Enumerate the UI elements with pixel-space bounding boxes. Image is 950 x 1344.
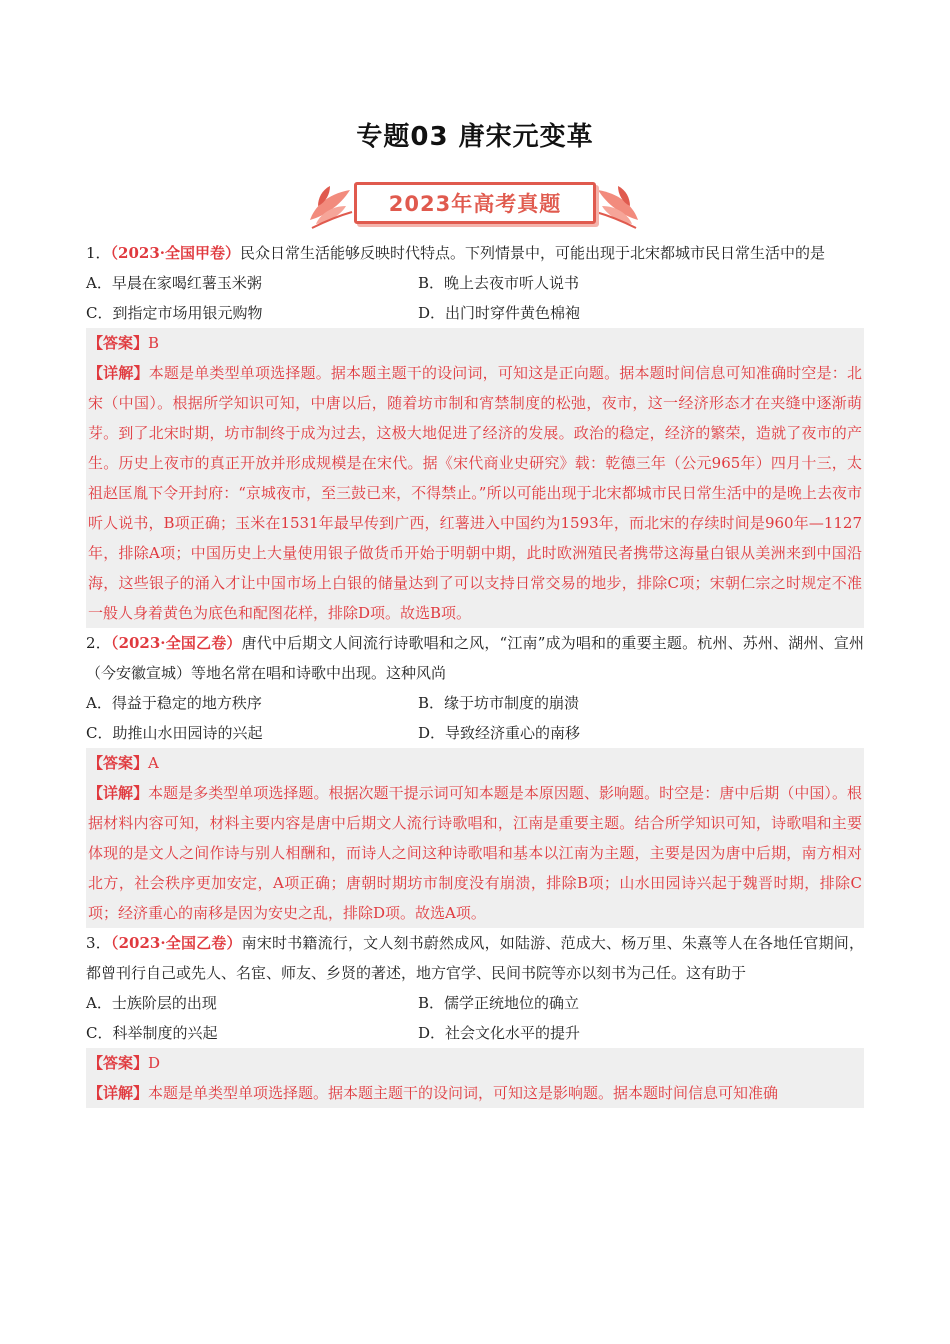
- question-stem: [86, 238, 864, 268]
- answer-block: [86, 1048, 864, 1108]
- banner-label: 2023年高考真题: [354, 182, 596, 224]
- option-d: D．出门时穿件黄色棉袍: [418, 304, 581, 322]
- question-source: （2023·全国乙卷）: [110, 934, 242, 952]
- section-banner: [306, 176, 642, 232]
- option-a: A．士族阶层的出现: [86, 994, 217, 1012]
- option-c: C．科举制度的兴起: [86, 1024, 218, 1042]
- option-b: B．晚上去夜市听人说书: [418, 274, 580, 292]
- option-grid: [86, 268, 864, 328]
- option-grid: [86, 688, 864, 748]
- question-stem: [86, 928, 864, 988]
- question-item: [86, 238, 864, 628]
- detail-text: 本题是多类型单项选择题。根据次题干提示词可知本题是本原因题、影响题。时空是：唐中后期（中国）。根据材料内容可知，材料主要内容是唐中后期文人流行诗歌唱和，江南是重要主题。结合所学知识可知，诗歌唱和主要体现的是文人之间作诗与别人相酬和，而诗人之间这种诗歌唱和基本以江南为主题，主要是因为唐中后期，南方相对北方，社会秩序更加安定，A项正确；唐朝时期坊市制度没有崩溃，排除B项；山水田园诗兴起于魏晋时期，排除C项；经济重心的南移是因为安史之乱，排除D项。故选A项。: [88, 784, 862, 922]
- detail-paragraph: [88, 358, 862, 628]
- detail-text: 本题是单类型单项选择题。据本题主题干的设问词，可知这是影响题。据本题时间信息可知准确: [148, 1084, 779, 1102]
- option-a: A．早晨在家喝红薯玉米粥: [86, 274, 262, 292]
- option-c: C．到指定市场用银元购物: [86, 304, 263, 322]
- answer-label: 【答案】: [88, 754, 149, 772]
- answer-line: [88, 748, 862, 778]
- answer-label: 【答案】: [88, 334, 149, 352]
- answer-label: 【答案】: [88, 1054, 149, 1072]
- question-text: 南宋时书籍流行，文人刻书蔚然成风，如陆游、范成大、杨万里、朱熹等人在各地任官期间，都曾刊行自己或先人、名宦、师友、乡贤的著述，地方官学、民间书院等亦以刻书为己任。这有助于: [86, 934, 864, 982]
- option-b: B．儒学正统地位的确立: [418, 994, 580, 1012]
- answer-value: D: [148, 1054, 161, 1072]
- detail-label: 【详解】: [88, 784, 149, 802]
- question-number: 1．: [86, 244, 111, 262]
- question-number: 2．: [86, 634, 111, 652]
- answer-line: [88, 1048, 862, 1078]
- question-source: （2023·全国乙卷）: [110, 634, 242, 652]
- answer-value: A: [148, 754, 159, 772]
- detail-paragraph: [88, 1078, 862, 1108]
- option-a: A．得益于稳定的地方秩序: [86, 694, 262, 712]
- question-item: [86, 928, 864, 1108]
- answer-block: [86, 328, 864, 628]
- option-c: C．助推山水田园诗的兴起: [86, 724, 263, 742]
- answer-block: [86, 748, 864, 928]
- answer-value: B: [148, 334, 160, 352]
- option-grid: [86, 988, 864, 1048]
- question-list: [86, 238, 864, 1108]
- option-d: D．社会文化水平的提升: [418, 1024, 581, 1042]
- question-source: （2023·全国甲卷）: [110, 244, 241, 262]
- detail-paragraph: [88, 778, 862, 928]
- question-stem: [86, 628, 864, 688]
- detail-text: 本题是单类型单项选择题。据本题主题干的设问词，可知这是正向题。据本题时间信息可知准确时空是：北宋（中国）。根据所学知识可知，中唐以后，随着坊市制和宵禁制度的松弛，夜市，这一经济形态才在夹缝中逐渐萌芽。到了北宋时期，坊市制终于成为过去，这极大地促进了经济的发展。政治的稳定，经济的繁荣，造就了夜市的产生。历史上夜市的真正开放并形成规模是在宋代。据《宋代商业史研究》载：乾德三年（公元965年）四月十三，太祖赵匡胤下令开封府：“京城夜市，至三鼓已来，不得禁止。”所以可能出现于北宋都城市民日常生活中的是晚上去夜市听人说书，B项正确；玉米在1531年最早传到广西，红薯进入中国约为1593年，而北宋的存续时间是960年—1127年，排除A项；中国历史上大量使用银子做货币开始于明朝中期，此时欧洲殖民者携带这海量白银从美洲来到中国沿海，这些银子的涌入才让中国市场上白银的储量达到了可以支持日常交易的地步，排除C项；宋朝仁宗之时规定不准一般人身着黄色为底色和配图花样，排除D项。故选B项。: [88, 364, 862, 622]
- detail-label: 【详解】: [88, 1084, 149, 1102]
- option-d: D．导致经济重心的南移: [418, 724, 581, 742]
- question-text: 唐代中后期文人间流行诗歌唱和之风，“江南”成为唱和的重要主题。杭州、苏州、湖州、宣州（今安徽宣城）等地名常在唱和诗歌中出现。这种风尚: [86, 634, 864, 682]
- question-item: [86, 628, 864, 928]
- question-text: 民众日常生活能够反映时代特点。下列情景中，可能出现于北宋都城市民日常生活中的是: [240, 244, 826, 262]
- page-title: 专题03 唐宋元变革: [356, 122, 594, 152]
- detail-label: 【详解】: [88, 364, 149, 382]
- question-number: 3．: [86, 934, 111, 952]
- answer-line: [88, 328, 862, 358]
- option-b: B．缘于坊市制度的崩溃: [418, 694, 580, 712]
